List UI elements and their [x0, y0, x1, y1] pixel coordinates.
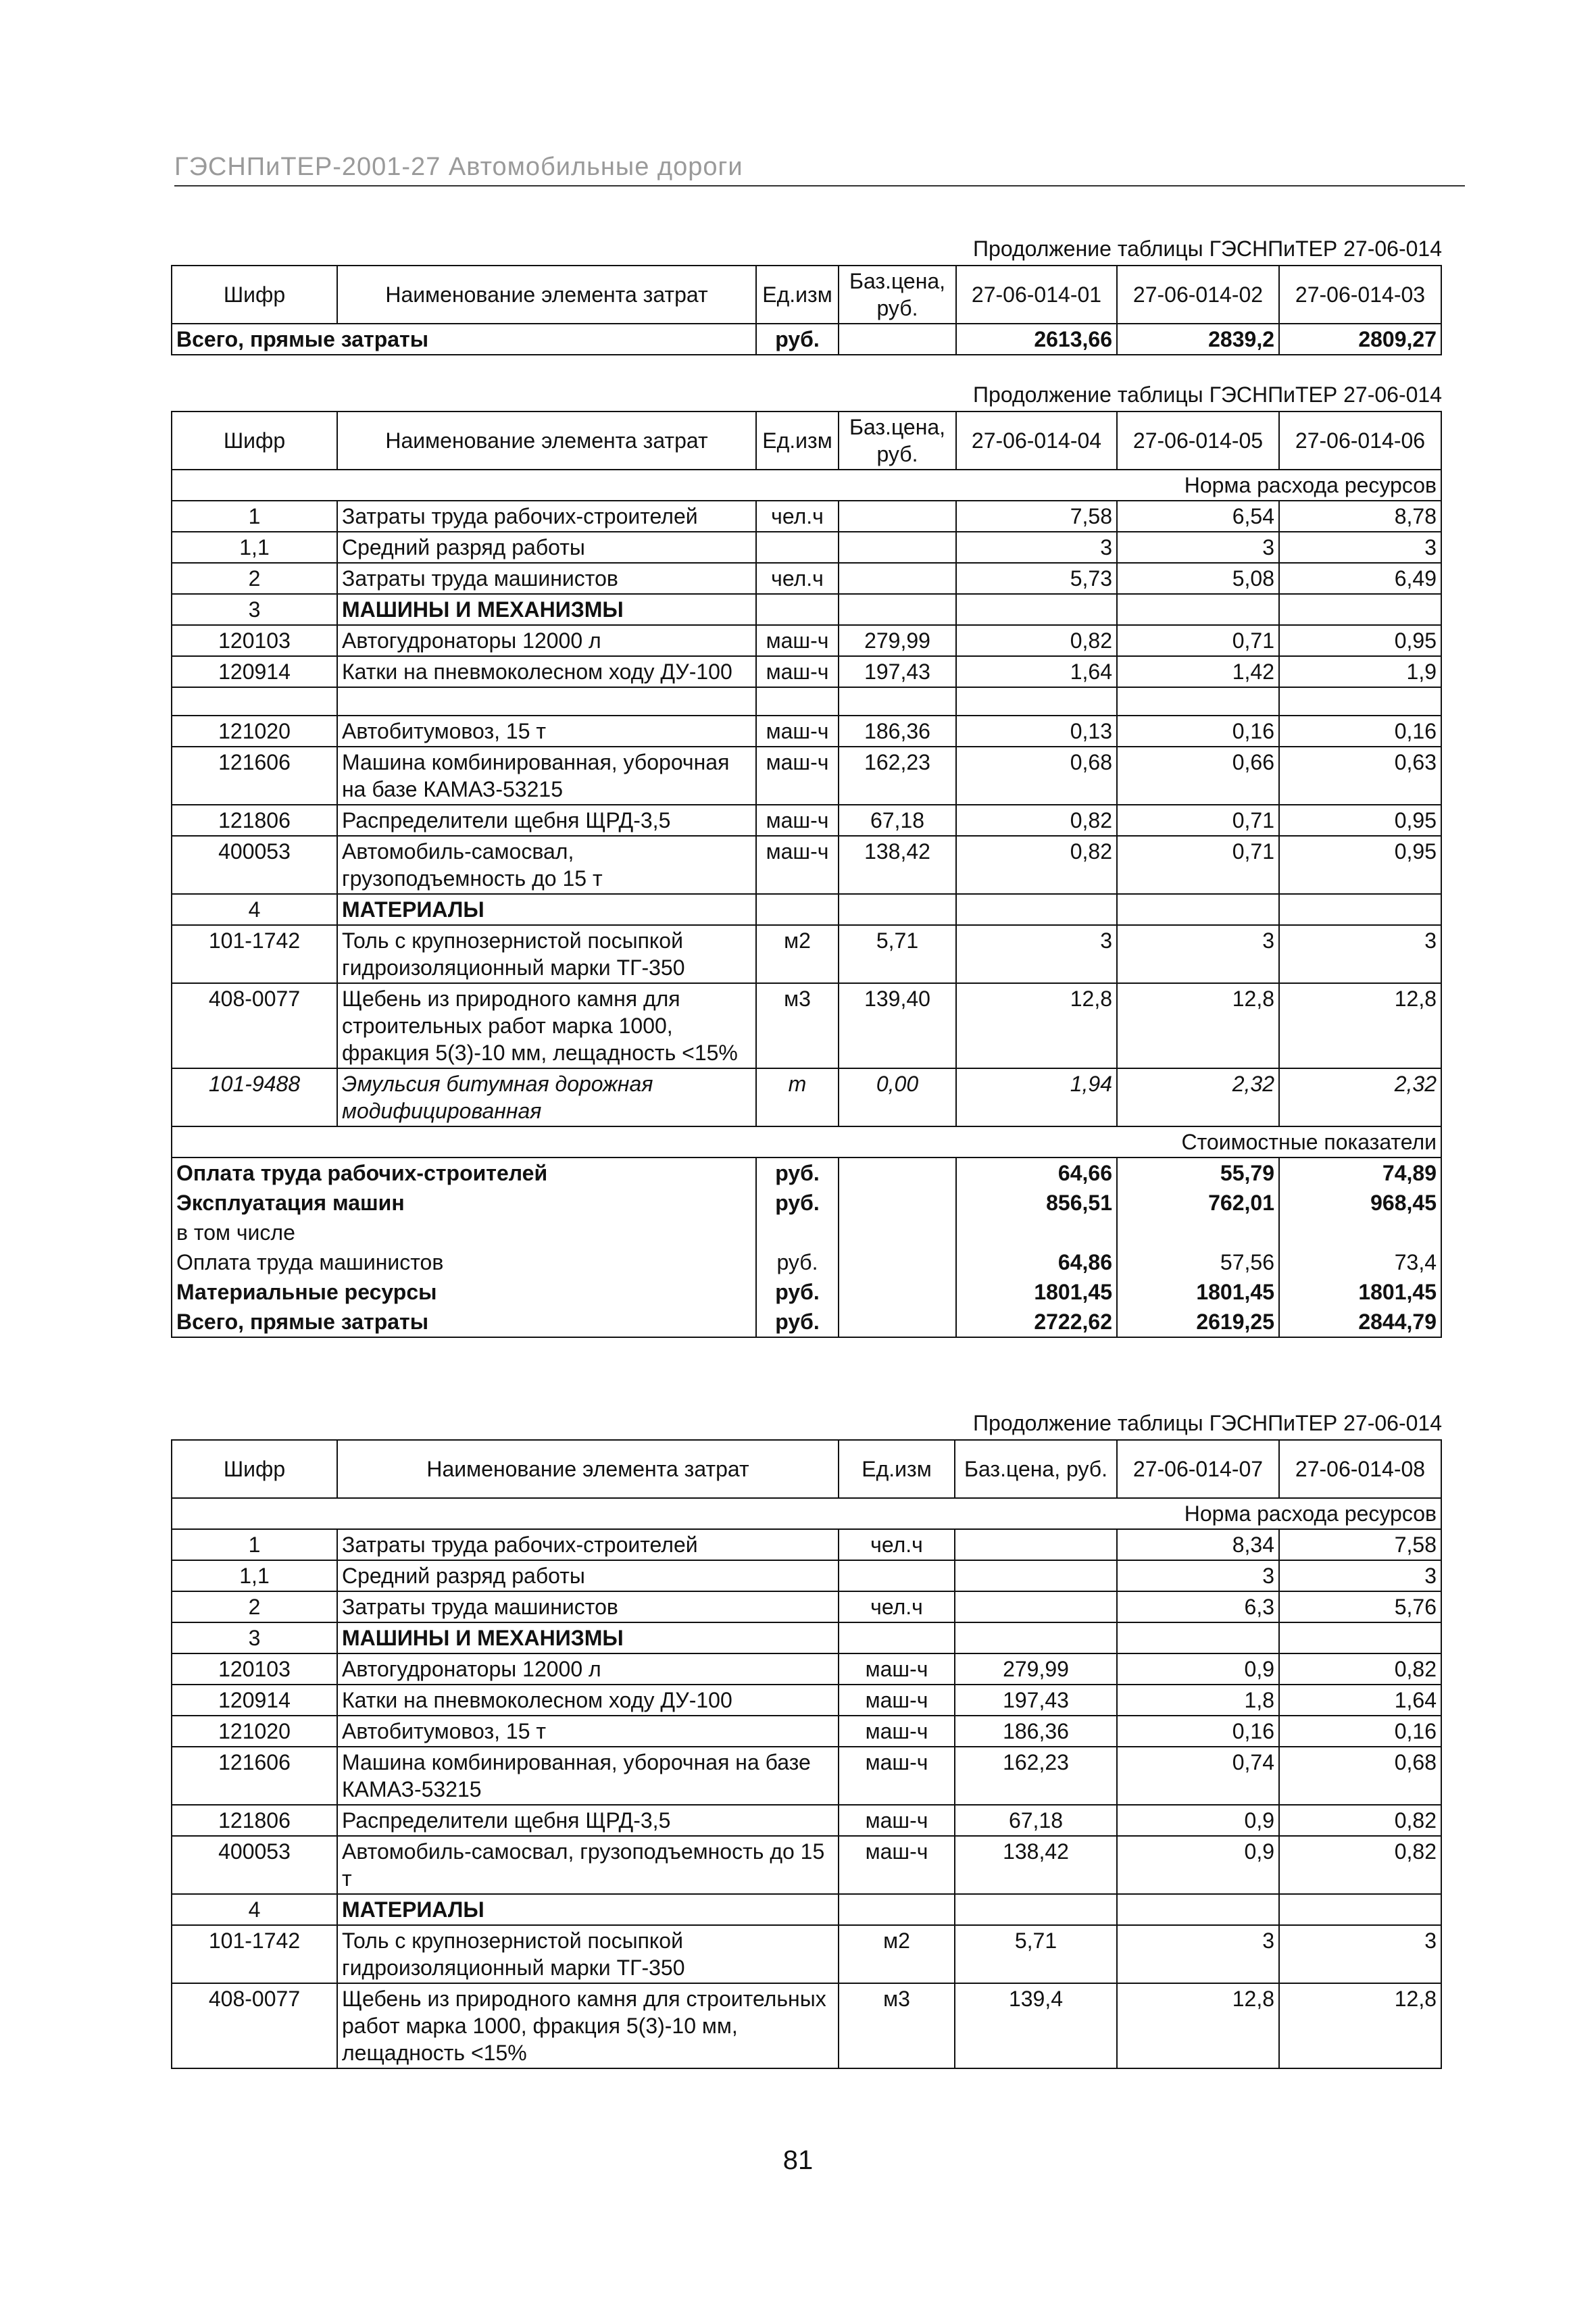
table-cell: 121806	[172, 805, 337, 836]
table-cell: 121020	[172, 716, 337, 747]
table-cell: 3	[956, 532, 1117, 563]
col-header: Баз.цена, руб.	[839, 266, 956, 324]
table-cell: 0,13	[956, 716, 1117, 747]
norma-label: Норма расхода ресурсов	[172, 1498, 1441, 1529]
cost-row	[172, 1307, 1441, 1337]
table-cell: Распределители щебня ЩРД-3,5	[337, 1805, 839, 1836]
table-cell: 7,58	[956, 501, 1117, 532]
table-cell: 12,8	[1117, 983, 1279, 1068]
table-cell: Затраты труда рабочих-строителей	[337, 1529, 839, 1560]
table-cell: Автобитумовоз, 15 т	[337, 1716, 839, 1747]
table-cell: 101-1742	[172, 925, 337, 983]
table-cell	[1279, 1894, 1441, 1925]
table-cell: Материальные ресурсы	[172, 1277, 756, 1307]
table-row	[172, 1894, 1441, 1925]
norma-label: Норма расхода ресурсов	[172, 470, 1441, 501]
empty-cell	[172, 687, 337, 716]
table-cell: 408-0077	[172, 1983, 337, 2068]
table-row	[172, 501, 1441, 532]
table-cell: 2	[172, 1591, 337, 1622]
total-value: 2613,66	[956, 324, 1117, 355]
table-cell: Средний разряд работы	[337, 532, 756, 563]
table-cell: Затраты труда машинистов	[337, 563, 756, 594]
table-cell: Щебень из природного камня для строительных работ марка 1000, фракция 5(3)-10 мм, лещадность <15%	[337, 983, 756, 1068]
table-cell: 1,64	[956, 656, 1117, 687]
table-row	[172, 1529, 1441, 1560]
table-row	[172, 1836, 1441, 1894]
table1-header-row	[172, 266, 1441, 324]
table3	[171, 1439, 1442, 2069]
table-cell: 139,4	[955, 1983, 1117, 2068]
empty-cell	[1117, 687, 1279, 716]
empty-cell	[756, 687, 839, 716]
table-row	[172, 925, 1441, 983]
table-cell: Средний разряд работы	[337, 1560, 839, 1591]
table-cell: 120914	[172, 1685, 337, 1716]
table-cell: в том числе	[172, 1218, 756, 1247]
col-header: 27-06-014-02	[1117, 266, 1279, 324]
table-cell: 138,42	[839, 836, 956, 894]
table-cell: 1801,45	[1117, 1277, 1279, 1307]
table-cell: 5,73	[956, 563, 1117, 594]
table-row	[172, 805, 1441, 836]
table-cell	[839, 594, 956, 625]
table-cell: 197,43	[839, 656, 956, 687]
table-cell: 139,40	[839, 983, 956, 1068]
table-cell: 1,8	[1117, 1685, 1279, 1716]
col-header: 27-06-014-07	[1117, 1440, 1279, 1498]
table-cell: 121020	[172, 1716, 337, 1747]
table-cell: 3	[172, 594, 337, 625]
table-cell: 121806	[172, 1805, 337, 1836]
cost-row	[172, 1158, 1441, 1188]
table-cell: 120914	[172, 656, 337, 687]
table-cell: 101-9488	[172, 1068, 337, 1126]
cost-row	[172, 1218, 1441, 1247]
table-cell	[955, 1894, 1117, 1925]
table-cell: 138,42	[955, 1836, 1117, 1894]
table-cell: 3	[1117, 1560, 1279, 1591]
table-row	[172, 1925, 1441, 1983]
table-cell: 0,82	[1279, 1836, 1441, 1894]
col-header: 27-06-014-01	[956, 266, 1117, 324]
total-label: Всего, прямые затраты	[172, 324, 756, 355]
table-cell: маш-ч	[756, 747, 839, 805]
table-cell: 0,16	[1279, 716, 1441, 747]
table-cell: Автогудронаторы 12000 л	[337, 625, 756, 656]
table-cell: маш-ч	[839, 1716, 955, 1747]
table-cell: 120103	[172, 625, 337, 656]
cost-row	[172, 1247, 1441, 1277]
table-cell: 162,23	[839, 747, 956, 805]
table-cell: 2844,79	[1279, 1307, 1441, 1337]
table-row	[172, 894, 1441, 925]
col-header: 27-06-014-06	[1279, 412, 1441, 470]
table-cell: 0,82	[956, 625, 1117, 656]
table-cell: 186,36	[839, 716, 956, 747]
table-cell: маш-ч	[756, 836, 839, 894]
table-cell: Затраты труда рабочих-строителей	[337, 501, 756, 532]
table-cell: маш-ч	[756, 716, 839, 747]
table-cell: 12,8	[1279, 1983, 1441, 2068]
table-cell: Автогудронаторы 12000 л	[337, 1653, 839, 1685]
table-cell: 3	[1279, 1925, 1441, 1983]
table-cell: Щебень из природного камня для строительных работ марка 1000, фракция 5(3)-10 мм, лещадность <15%	[337, 1983, 839, 2068]
table-cell: МАТЕРИАЛЫ	[337, 1894, 839, 1925]
table-cell: 1,9	[1279, 656, 1441, 687]
table-row	[172, 1685, 1441, 1716]
table-cell	[756, 532, 839, 563]
table-cell: 0,95	[1279, 625, 1441, 656]
table-cell: 12,8	[956, 983, 1117, 1068]
col-header: Шифр	[172, 412, 337, 470]
table-cell: 0,82	[1279, 1805, 1441, 1836]
col-header: Наименование элемента затрат	[337, 412, 756, 470]
table-row	[172, 532, 1441, 563]
table-cell: маш-ч	[756, 625, 839, 656]
table2-continuation: Продолжение таблицы ГЭСНПиТЕР 27-06-014	[973, 382, 1442, 407]
table-cell: 5,76	[1279, 1591, 1441, 1622]
table-cell	[956, 894, 1117, 925]
table-cell: 0,82	[956, 805, 1117, 836]
table3-header-row	[172, 1440, 1441, 1498]
table-cell	[839, 532, 956, 563]
table-cell: 186,36	[955, 1716, 1117, 1747]
table-cell	[956, 594, 1117, 625]
table-cell: МАТЕРИАЛЫ	[337, 894, 756, 925]
table-cell	[1279, 1622, 1441, 1653]
table-cell: 3	[1117, 925, 1279, 983]
empty-cell	[839, 1188, 956, 1218]
table-cell: 968,45	[1279, 1188, 1441, 1218]
table-cell: 5,71	[839, 925, 956, 983]
table-cell: 73,4	[1279, 1247, 1441, 1277]
table-cell: 0,68	[956, 747, 1117, 805]
table-cell: 197,43	[955, 1685, 1117, 1716]
col-header: Ед.изм	[756, 412, 839, 470]
table-cell: 3	[1117, 1925, 1279, 1983]
empty-cell	[839, 1158, 956, 1188]
table-cell: Оплата труда машинистов	[172, 1247, 756, 1277]
table-cell: 1,1	[172, 532, 337, 563]
empty-cell	[839, 1307, 956, 1337]
table1-continuation: Продолжение таблицы ГЭСНПиТЕР 27-06-014	[973, 237, 1442, 261]
empty-cell	[839, 1277, 956, 1307]
table-cell: 0,00	[839, 1068, 956, 1126]
table-row	[172, 1622, 1441, 1653]
table-cell: 55,79	[1117, 1158, 1279, 1188]
table-cell: 3	[956, 925, 1117, 983]
table-cell: 5,71	[955, 1925, 1117, 1983]
table-row	[172, 1591, 1441, 1622]
table-cell	[1279, 1218, 1441, 1247]
table-cell: м3	[756, 983, 839, 1068]
table-row	[172, 1805, 1441, 1836]
table-cell: 0,63	[1279, 747, 1441, 805]
col-header: Баз.цена, руб.	[839, 412, 956, 470]
table-cell: Машина комбинированная, уборочная на базе КАМАЗ-53215	[337, 1747, 839, 1805]
table-row	[172, 1983, 1441, 2068]
table-cell: Оплата труда рабочих-строителей	[172, 1158, 756, 1188]
table-cell: маш-ч	[756, 805, 839, 836]
table-row	[172, 983, 1441, 1068]
table-cell: 4	[172, 894, 337, 925]
table2-header-row	[172, 412, 1441, 470]
col-header: Наименование элемента затрат	[337, 266, 756, 324]
table-cell	[1279, 894, 1441, 925]
table-cell: Автомобиль-самосвал, грузоподъемность до 15 т	[337, 1836, 839, 1894]
table-cell: 64,66	[956, 1158, 1117, 1188]
table-cell: руб.	[756, 1188, 839, 1218]
col-header: Шифр	[172, 1440, 337, 1498]
table-cell: 7,58	[1279, 1529, 1441, 1560]
table-row	[172, 1068, 1441, 1126]
col-header: 27-06-014-03	[1279, 266, 1441, 324]
table-cell: руб.	[756, 1158, 839, 1188]
table-cell: руб.	[756, 1307, 839, 1337]
table-cell: 0,66	[1117, 747, 1279, 805]
table-cell: 0,71	[1117, 805, 1279, 836]
document-header: ГЭСНПиТЕР-2001-27 Автомобильные дороги	[174, 153, 743, 181]
table-cell: Катки на пневмоколесном ходу ДУ-100	[337, 656, 756, 687]
table-row	[172, 716, 1441, 747]
table-cell: 2,32	[1279, 1068, 1441, 1126]
table-cell: 101-1742	[172, 1925, 337, 1983]
table-cell: 1	[172, 1529, 337, 1560]
empty-cell	[1279, 687, 1441, 716]
table-cell: 0,16	[1279, 1716, 1441, 1747]
total-price	[839, 324, 956, 355]
table-cell	[955, 1622, 1117, 1653]
table-cell: 12,8	[1279, 983, 1441, 1068]
table-cell: маш-ч	[756, 656, 839, 687]
table-cell	[1117, 1622, 1279, 1653]
table-row	[172, 594, 1441, 625]
table-cell: 67,18	[839, 805, 956, 836]
table-cell: Затраты труда машинистов	[337, 1591, 839, 1622]
table-cell: 279,99	[955, 1653, 1117, 1685]
table-cell: 408-0077	[172, 983, 337, 1068]
table-cell: м2	[839, 1925, 955, 1983]
cost-label: Стоимостные показатели	[172, 1126, 1441, 1158]
empty-cell	[956, 687, 1117, 716]
table-cell: 57,56	[1117, 1247, 1279, 1277]
table-cell: чел.ч	[839, 1529, 955, 1560]
table-cell: чел.ч	[756, 501, 839, 532]
table-cell	[839, 1622, 955, 1653]
col-header: 27-06-014-04	[956, 412, 1117, 470]
table-cell: Катки на пневмоколесном ходу ДУ-100	[337, 1685, 839, 1716]
table-cell: Автомобиль-самосвал, грузоподъемность до 15 т	[337, 836, 756, 894]
table-cell	[956, 1218, 1117, 1247]
table-cell: 0,82	[1279, 1653, 1441, 1685]
table-cell	[955, 1529, 1117, 1560]
table1	[171, 265, 1442, 355]
table-cell: 0,9	[1117, 1836, 1279, 1894]
cost-row	[172, 1277, 1441, 1307]
table-cell: 0,71	[1117, 625, 1279, 656]
table-cell: 0,68	[1279, 1747, 1441, 1805]
table-cell: Толь с крупнозернистой посыпкой гидроизоляционный марки ТГ-350	[337, 1925, 839, 1983]
table-cell: 400053	[172, 1836, 337, 1894]
table-cell	[1117, 1218, 1279, 1247]
table-cell: 0,95	[1279, 805, 1441, 836]
table1-total-row	[172, 324, 1441, 355]
total-value: 2839,2	[1117, 324, 1279, 355]
col-header: 27-06-014-05	[1117, 412, 1279, 470]
table-cell: 5,08	[1117, 563, 1279, 594]
table-cell: 400053	[172, 836, 337, 894]
table-cell: Эмульсия битумная дорожная модифицированная	[337, 1068, 756, 1126]
cost-row	[172, 1188, 1441, 1218]
table-cell	[1117, 1894, 1279, 1925]
table-cell: 1,1	[172, 1560, 337, 1591]
table-cell: маш-ч	[839, 1747, 955, 1805]
table-cell: 1,64	[1279, 1685, 1441, 1716]
table-cell: 0,71	[1117, 836, 1279, 894]
table-cell	[756, 594, 839, 625]
table-cell: 120103	[172, 1653, 337, 1685]
col-header: 27-06-014-08	[1279, 1440, 1441, 1498]
norma-row	[172, 470, 1441, 501]
table-cell: 0,9	[1117, 1653, 1279, 1685]
table-cell: 12,8	[1117, 1983, 1279, 2068]
table-cell	[1279, 594, 1441, 625]
table-cell	[839, 1894, 955, 1925]
table-cell: 2722,62	[956, 1307, 1117, 1337]
table-row	[172, 1560, 1441, 1591]
table-cell: 4	[172, 1894, 337, 1925]
table-cell: 762,01	[1117, 1188, 1279, 1218]
table-cell: 3	[1279, 532, 1441, 563]
col-header: Ед.изм	[756, 266, 839, 324]
table-cell: 8,78	[1279, 501, 1441, 532]
col-header: Ед.изм	[839, 1440, 955, 1498]
table-cell	[839, 563, 956, 594]
table-cell: 3	[172, 1622, 337, 1653]
cost-title-row	[172, 1126, 1441, 1158]
table-row	[172, 1716, 1441, 1747]
table-cell: 0,16	[1117, 1716, 1279, 1747]
table3-continuation: Продолжение таблицы ГЭСНПиТЕР 27-06-014	[973, 1411, 1442, 1435]
table-cell: 1,42	[1117, 656, 1279, 687]
table-row	[172, 836, 1441, 894]
table-cell: Толь с крупнозернистой посыпкой гидроизоляционный марки ТГ-350	[337, 925, 756, 983]
table-cell: 1801,45	[1279, 1277, 1441, 1307]
table-row	[172, 1653, 1441, 1685]
table-cell: маш-ч	[839, 1653, 955, 1685]
table-cell: Эксплуатация машин	[172, 1188, 756, 1218]
table-cell: 856,51	[956, 1188, 1117, 1218]
table2	[171, 411, 1442, 1338]
table-row	[172, 656, 1441, 687]
table-cell: 3	[1279, 1560, 1441, 1591]
table-cell: маш-ч	[839, 1836, 955, 1894]
table-cell	[955, 1560, 1117, 1591]
table-cell: м3	[839, 1983, 955, 2068]
col-header: Баз.цена, руб.	[955, 1440, 1117, 1498]
table-cell: Распределители щебня ЩРД-3,5	[337, 805, 756, 836]
table-cell: 6,54	[1117, 501, 1279, 532]
table-cell: 1	[172, 501, 337, 532]
norma-row	[172, 1498, 1441, 1529]
table-cell: 6,49	[1279, 563, 1441, 594]
table-cell: чел.ч	[756, 563, 839, 594]
table-cell: МАШИНЫ И МЕХАНИЗМЫ	[337, 1622, 839, 1653]
table-row	[172, 1747, 1441, 1805]
table-row	[172, 625, 1441, 656]
empty-cell	[337, 687, 756, 716]
table-cell: МАШИНЫ И МЕХАНИЗМЫ	[337, 594, 756, 625]
table-cell: 3	[1279, 925, 1441, 983]
table-cell: 3	[1117, 532, 1279, 563]
table-cell: Машина комбинированная, уборочная на базе КАМАЗ-53215	[337, 747, 756, 805]
table-cell	[839, 1560, 955, 1591]
table-cell: 0,16	[1117, 716, 1279, 747]
table-row	[172, 747, 1441, 805]
table-cell: 64,86	[956, 1247, 1117, 1277]
empty-cell	[839, 1218, 956, 1247]
table-cell: 279,99	[839, 625, 956, 656]
table-cell: 2	[172, 563, 337, 594]
table-cell	[756, 1218, 839, 1247]
table-cell: 1801,45	[956, 1277, 1117, 1307]
table-cell: т	[756, 1068, 839, 1126]
table-cell: 2619,25	[1117, 1307, 1279, 1337]
table-cell: 2,32	[1117, 1068, 1279, 1126]
table-row	[172, 563, 1441, 594]
table-cell: м2	[756, 925, 839, 983]
table-cell: Всего, прямые затраты	[172, 1307, 756, 1337]
table-cell	[1117, 594, 1279, 625]
table-cell	[1117, 894, 1279, 925]
table-cell: 74,89	[1279, 1158, 1441, 1188]
table-cell: 0,74	[1117, 1747, 1279, 1805]
table-cell: 121606	[172, 747, 337, 805]
table-cell: руб.	[756, 1247, 839, 1277]
spacer-row	[172, 687, 1441, 716]
header-rule	[174, 185, 1465, 186]
table-cell: 8,34	[1117, 1529, 1279, 1560]
table-cell: 0,9	[1117, 1805, 1279, 1836]
table-cell: 162,23	[955, 1747, 1117, 1805]
table-cell	[756, 894, 839, 925]
table-cell: руб.	[756, 1277, 839, 1307]
empty-cell	[839, 1247, 956, 1277]
table-cell	[839, 501, 956, 532]
table-cell: 67,18	[955, 1805, 1117, 1836]
table-cell: 0,95	[1279, 836, 1441, 894]
page-number: 81	[782, 2145, 814, 2175]
table-cell: 0,82	[956, 836, 1117, 894]
table-cell: 121606	[172, 1747, 337, 1805]
total-unit: руб.	[756, 324, 839, 355]
table-cell: маш-ч	[839, 1685, 955, 1716]
table-cell: маш-ч	[839, 1805, 955, 1836]
col-header: Шифр	[172, 266, 337, 324]
col-header: Наименование элемента затрат	[337, 1440, 839, 1498]
table-cell: чел.ч	[839, 1591, 955, 1622]
total-value: 2809,27	[1279, 324, 1441, 355]
table-cell	[839, 894, 956, 925]
empty-cell	[839, 687, 956, 716]
table-cell: 1,94	[956, 1068, 1117, 1126]
table-cell	[955, 1591, 1117, 1622]
table-cell: Автобитумовоз, 15 т	[337, 716, 756, 747]
table-cell: 6,3	[1117, 1591, 1279, 1622]
